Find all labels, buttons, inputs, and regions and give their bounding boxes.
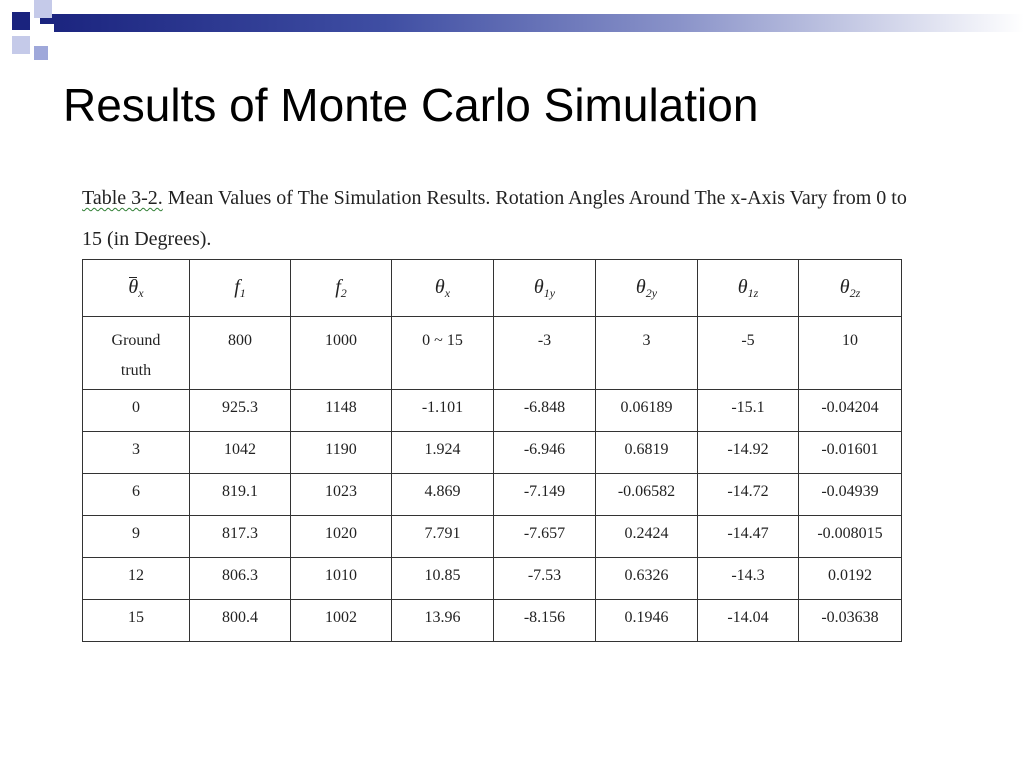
table-cell: 1002 — [291, 600, 392, 642]
header-cell: $\theta_{1y}$ — [494, 260, 596, 317]
table-cell: 3 — [596, 317, 698, 390]
header-cell: $\theta_x$ — [392, 260, 494, 317]
table-cell: -6.946 — [494, 432, 596, 474]
table-cell: -14.3 — [698, 558, 799, 600]
table-cell: -5 — [698, 317, 799, 390]
table-cell: 4.869 — [392, 474, 494, 516]
table-cell: -15.1 — [698, 390, 799, 432]
decor-square — [12, 36, 30, 54]
table-cell: 1000 — [291, 317, 392, 390]
table-cell: -8.156 — [494, 600, 596, 642]
table-row — [83, 390, 902, 432]
decor-square — [34, 24, 54, 44]
table-cell: -7.657 — [494, 516, 596, 558]
header-cell: $f_1$ — [190, 260, 291, 317]
table-cell: -7.149 — [494, 474, 596, 516]
header-gradient-bar — [40, 14, 1024, 32]
table-cell: 0.6819 — [596, 432, 698, 474]
table-row — [83, 516, 902, 558]
header-cell: $f_2$ — [291, 260, 392, 317]
table-cell: 10.85 — [392, 558, 494, 600]
table-row — [83, 558, 902, 600]
table-cell: -0.04204 — [799, 390, 902, 432]
table-cell: 1020 — [291, 516, 392, 558]
table-cell: 12 — [83, 558, 190, 600]
table-cell: -3 — [494, 317, 596, 390]
table-row — [83, 474, 902, 516]
header-cell: $\theta_{2y}$ — [596, 260, 698, 317]
table-cell: 1190 — [291, 432, 392, 474]
header-cell: $\theta_{1z}$ — [698, 260, 799, 317]
table-cell: 7.791 — [392, 516, 494, 558]
decor-square — [34, 0, 52, 18]
table-cell: 0.1946 — [596, 600, 698, 642]
table-row — [83, 432, 902, 474]
table-cell: 6 — [83, 474, 190, 516]
table-cell: 15 — [83, 600, 190, 642]
table-cell: 806.3 — [190, 558, 291, 600]
table-row — [83, 600, 902, 642]
table-cell: -1.101 — [392, 390, 494, 432]
header-cell: $\theta_x$ — [83, 260, 190, 317]
table-cell: -7.53 — [494, 558, 596, 600]
table-cell: 800 — [190, 317, 291, 390]
table-cell: -0.04939 — [799, 474, 902, 516]
table-cell: 800.4 — [190, 600, 291, 642]
table-cell: 0 ~ 15 — [392, 317, 494, 390]
table-caption — [82, 178, 912, 260]
table-cell: -0.06582 — [596, 474, 698, 516]
table-cell: Ground truth — [83, 317, 190, 390]
decor-square — [34, 46, 48, 60]
table-cell: -14.04 — [698, 600, 799, 642]
table-cell: 13.96 — [392, 600, 494, 642]
table-cell: 1.924 — [392, 432, 494, 474]
table-cell: 819.1 — [190, 474, 291, 516]
table-cell: 925.3 — [190, 390, 291, 432]
table-cell: 10 — [799, 317, 902, 390]
caption-label: Table 3-2. — [82, 187, 163, 209]
table-cell: -0.008015 — [799, 516, 902, 558]
table-cell: 1042 — [190, 432, 291, 474]
table-cell: 1010 — [291, 558, 392, 600]
table-cell: -14.47 — [698, 516, 799, 558]
table-cell: 1023 — [291, 474, 392, 516]
table-cell: 0.06189 — [596, 390, 698, 432]
header-cell: $\theta_{2z}$ — [799, 260, 902, 317]
table-cell: 817.3 — [190, 516, 291, 558]
ground-truth-row — [83, 317, 902, 390]
table-cell: 3 — [83, 432, 190, 474]
header-row — [83, 260, 902, 317]
table-cell: 0.0192 — [799, 558, 902, 600]
table-cell: 0.2424 — [596, 516, 698, 558]
slide-title: Results of Monte Carlo Simulation — [63, 79, 759, 131]
decor-square — [12, 12, 30, 30]
table-cell: -14.72 — [698, 474, 799, 516]
table-cell: -14.92 — [698, 432, 799, 474]
table-cell: 1148 — [291, 390, 392, 432]
table-cell: -0.01601 — [799, 432, 902, 474]
table-cell: 0 — [83, 390, 190, 432]
table-cell: 9 — [83, 516, 190, 558]
results-table — [82, 259, 902, 642]
caption-text: Mean Values of The Simulation Results. Rotation Angles Around The x-Axis Vary from 0 to 15 (in Degrees). — [82, 187, 907, 250]
table-cell: -6.848 — [494, 390, 596, 432]
table-cell: -0.03638 — [799, 600, 902, 642]
table-cell: 0.6326 — [596, 558, 698, 600]
